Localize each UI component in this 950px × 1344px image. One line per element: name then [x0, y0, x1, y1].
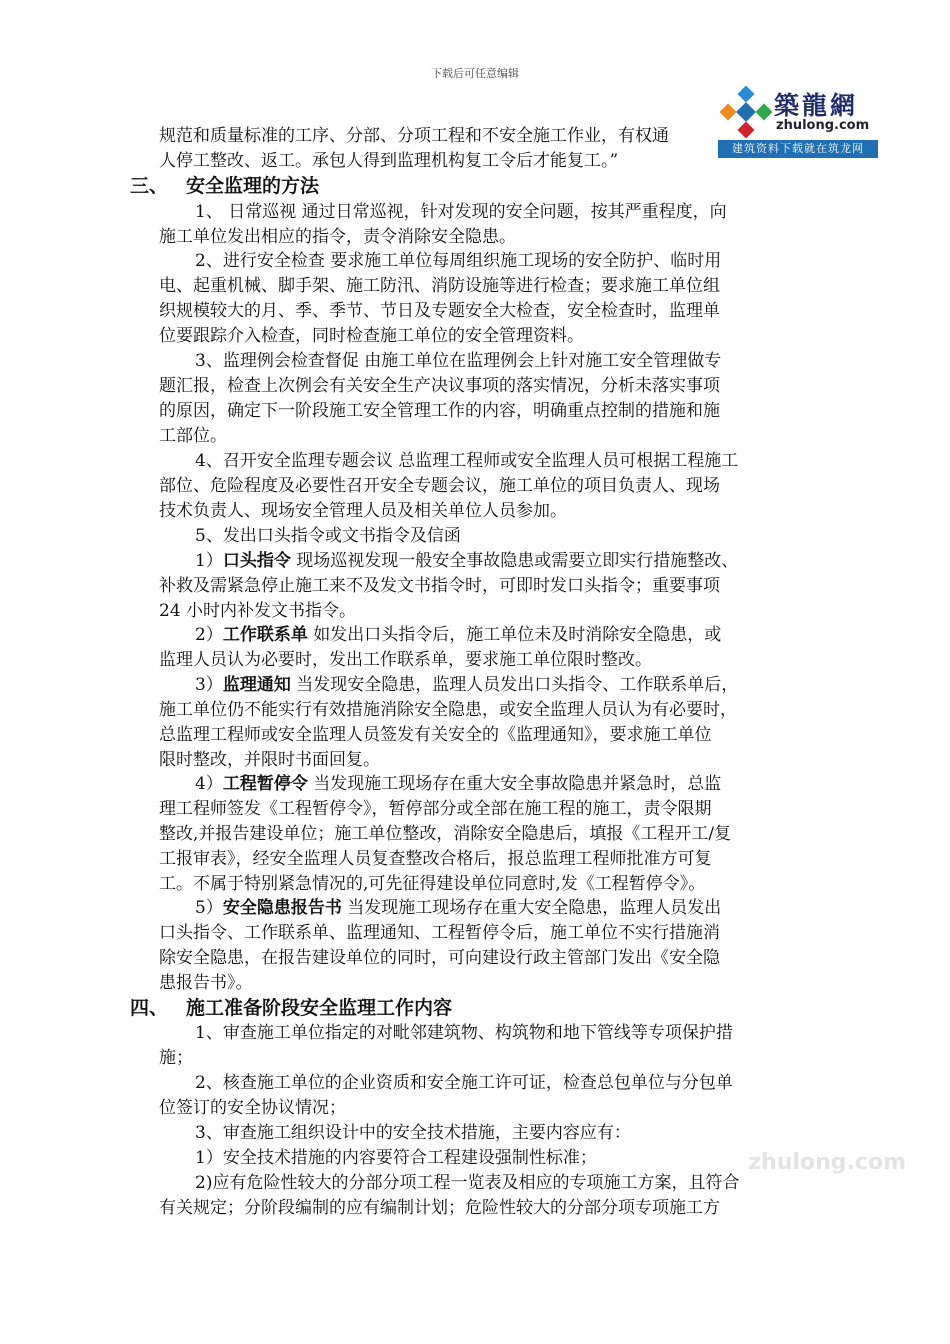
text-line: 4、召开安全监理专题会议 总监理工程师或安全监理人员可根据工程施工	[195, 451, 739, 471]
text-line: 24 小时内补发文书指令。	[159, 601, 357, 621]
item-term: 口头指令	[222, 551, 291, 571]
item-text: 当发现施工现场存在重大安全隐患，监理人员发出	[341, 898, 722, 918]
text-line: 患报告书》。	[159, 973, 253, 993]
section-heading	[130, 995, 452, 1021]
item-prefix: 1）	[195, 551, 223, 571]
text-line: 施工单位发出相应的指令，责令消除安全隐患。	[159, 227, 516, 247]
item-text: 如发出口头指令后，施工单位未及时消除安全隐患，或	[307, 625, 722, 645]
item-prefix: 2）	[195, 625, 223, 645]
zhulong-logo	[718, 82, 878, 158]
item-term: 工程暂停令	[222, 774, 308, 794]
logo-name: 築龍網	[774, 91, 859, 120]
text-line	[195, 673, 738, 697]
item-prefix: 4）	[195, 774, 223, 794]
text-line	[195, 549, 738, 573]
text-line: 位要跟踪介入检查，同时检查施工单位的安全管理资料。	[159, 326, 584, 346]
logo-box	[718, 82, 878, 158]
item-term: 监理通知	[222, 675, 291, 695]
text-line: 理工程师签发《工程暂停令》，暂停部分或全部在施工程的施工，责令限期	[159, 799, 712, 819]
text-line: 工部位。	[159, 426, 227, 446]
section-heading	[130, 173, 319, 199]
section-number: 三、	[130, 175, 169, 197]
text-line: 的原因，确定下一阶段施工安全管理工作的内容，明确重点控制的措施和施	[159, 401, 720, 421]
text-line: 有关规定；分阶段编制的应有编制计划；危险性较大的分部分项专项施工方	[159, 1198, 720, 1218]
text-line: 5、发出口头指令或文书指令及信函	[195, 526, 461, 546]
item-text: 当发现安全隐患，监理人员发出口头指令、工作联系单后，	[290, 675, 739, 695]
section-title: 安全监理的方法	[186, 175, 320, 197]
text-line: 织规模较大的月、季、季节、节日及专题安全大检查，安全检查时，监理单	[159, 301, 720, 321]
text-line: 口头指令、工作联系单、监理通知、工程暂停令后，施工单位不实行措施消	[159, 923, 720, 943]
text-line: 3、监理例会检查督促 由施工单位在监理例会上针对施工安全管理做专	[195, 351, 722, 371]
header-note: 下载后可任意编辑	[431, 67, 519, 80]
text-line: 1、审查施工单位指定的对毗邻建筑物、构筑物和地下管线等专项保护措	[195, 1023, 733, 1043]
section-title: 施工准备阶段安全监理工作内容	[186, 997, 453, 1019]
logo-mark-icon	[720, 86, 772, 138]
text-line: 整改,并报告建设单位；施工单位整改，消除安全隐患后，填报《工程开工/复	[159, 824, 732, 844]
item-text: 现场巡视发现一般安全事故隐患或需要立即实行措施整改、	[290, 551, 739, 571]
item-prefix: 3）	[195, 675, 223, 695]
item-term: 工作联系单	[222, 625, 308, 645]
text-line: 除安全隐患，在报告建设单位的同时，可向建设行政主管部门发出《安全隐	[159, 948, 720, 968]
text-line: 位签订的安全协议情况；	[159, 1098, 346, 1118]
text-line: 工。不属于特别紧急情况的,可先征得建设单位同意时,发《工程暂停令》。	[159, 874, 706, 894]
text-line	[195, 896, 721, 920]
item-prefix: 5）	[195, 898, 223, 918]
text-line: 2)应有危险性较大的分部分项工程一览表及相应的专项施工方案，且符合	[195, 1173, 740, 1193]
text-line: 电、起重机械、脚手架、施工防汛、消防设施等进行检查；要求施工单位组	[159, 276, 720, 296]
text-line: 1）安全技术措施的内容要符合工程建设强制性标准；	[195, 1148, 597, 1168]
text-line: 施工单位仍不能实行有效措施消除安全隐患，或安全监理人员认为有必要时，	[159, 700, 737, 720]
text-line: 题汇报，检查上次例会有关安全生产决议事项的落实情况，分析未落实事项	[159, 376, 720, 396]
text-line	[195, 623, 721, 647]
text-line: 2、核查施工单位的企业资质和安全施工许可证，检查总包单位与分包单	[195, 1073, 733, 1093]
text-line: 技术负责人、现场安全管理人员及相关单位人员参加。	[159, 501, 567, 521]
logo-slogan: 建筑资料下载就在筑龙网	[718, 140, 878, 158]
item-text: 当发现施工现场存在重大安全事故隐患并紧急时，总监	[307, 774, 722, 794]
text-line: 限时整改，并限时书面回复。	[159, 750, 380, 770]
text-line: 监理人员认为必要时，发出工作联系单，要求施工单位限时整改。	[159, 650, 652, 670]
watermark: zhulong.com	[748, 1150, 906, 1175]
text-line: 1、 日常巡视 通过日常巡视，针对发现的安全问题，按其严重程度，向	[195, 202, 727, 222]
text-line: 人停工整改、返工。承包人得到监理机构复工令后才能复工。”	[159, 151, 619, 171]
text-line: 总监理工程师或安全监理人员签发有关安全的《监理通知》，要求施工单位	[159, 725, 712, 745]
text-line: 3、审查施工组织设计中的安全技术措施，主要内容应有：	[195, 1123, 631, 1143]
text-line: 补救及需紧急停止施工来不及发文书指令时，可即时发口头指令；重要事项	[159, 576, 720, 596]
text-line: 工报审表》，经安全监理人员复查整改合格后，报总监理工程师批准方可复	[159, 849, 712, 869]
text-line: 2、进行安全检查 要求施工单位每周组织施工现场的安全防护、临时用	[195, 251, 722, 271]
text-line	[195, 772, 721, 796]
text-line: 规范和质量标准的工序、分部、分项工程和不安全施工作业，有权通	[159, 126, 669, 146]
text-line: 施；	[159, 1048, 193, 1068]
logo-domain: zhulong.com	[776, 118, 870, 133]
section-number: 四、	[130, 997, 169, 1019]
text-line: 部位、危险程度及必要性召开安全专题会议，施工单位的项目负责人、现场	[159, 476, 720, 496]
item-term: 安全隐患报告书	[222, 898, 342, 918]
